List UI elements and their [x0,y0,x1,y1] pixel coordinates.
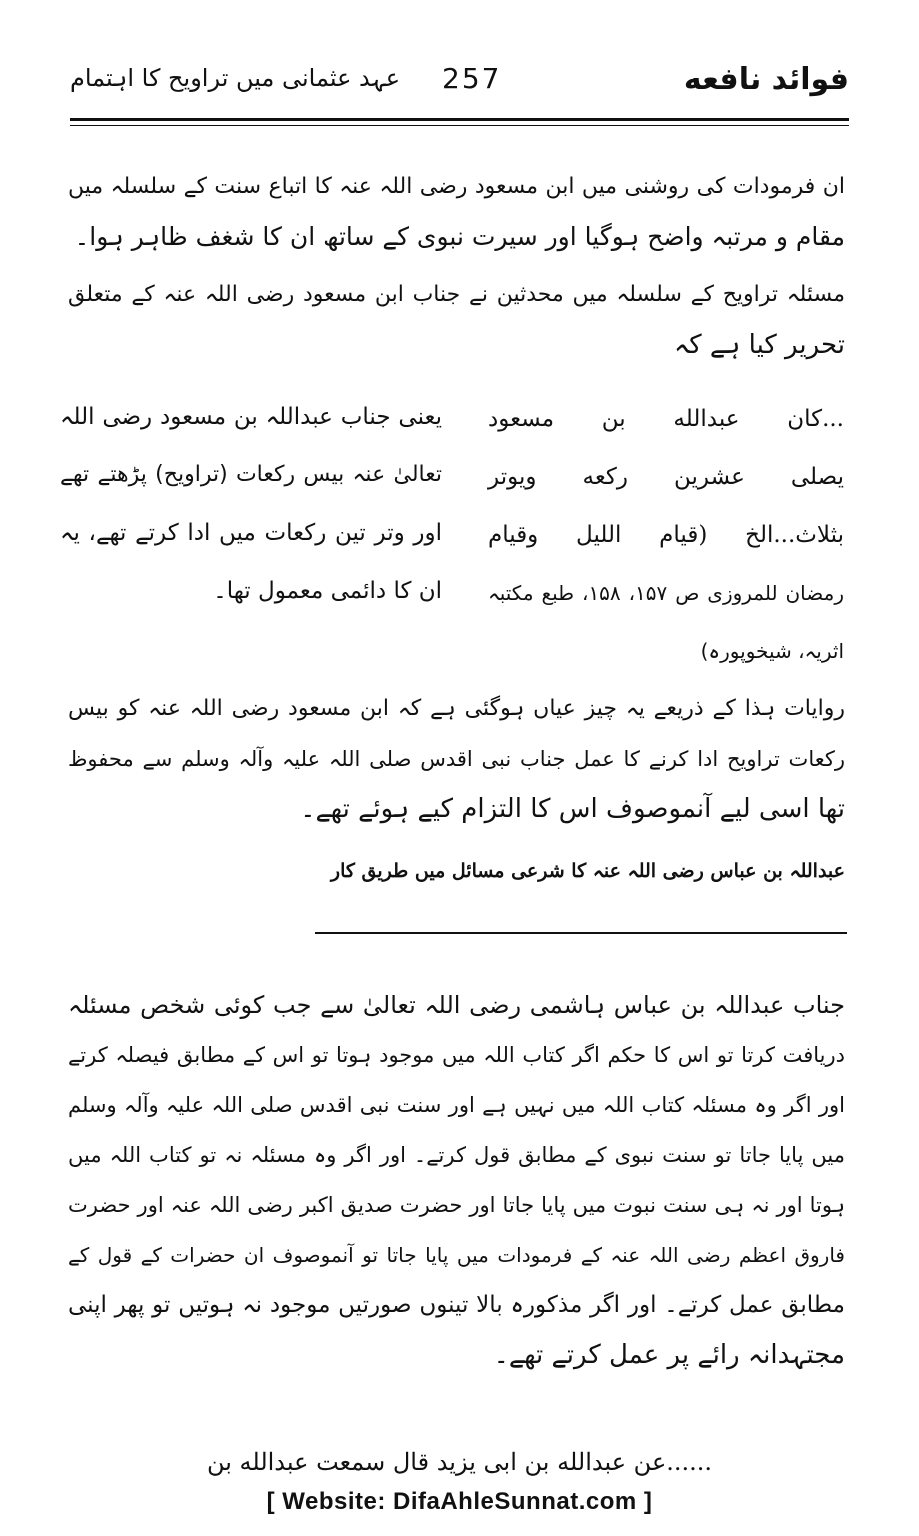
quote-line: ...کان عبدالله بن مسعود [488,406,844,432]
section-heading: عبداللہ بن عباس رضی اللہ عنہ کا شرعی مسائل میں طریق کار [330,860,845,882]
text-line: ان فرمودات کی روشنی میں ابن مسعود رضی اللہ عنہ کا اتباع سنت کے سلسلہ میں [68,174,845,199]
paragraph-2 [68,270,845,370]
text-line: تحریر کیا ہے کہ [674,330,845,360]
website-link[interactable]: [ Website: DifaAhleSunnat.com ] [266,1488,653,1515]
heading-underline [315,932,847,934]
quote-translation-column [60,388,442,620]
text-line: مقام و مرتبہ واضح ہوگیا اور سیرت نبوی کے ساتھ ان کا شغف ظاہر ہوا۔ [74,222,845,251]
book-title: فوائد نافعه [683,62,849,97]
translation-line: اور وتر تین رکعات میں ادا کرتے تھے، یہ [60,520,442,546]
translation-line: تعالیٰ عنہ بیس رکعات (تراویح) پڑھتے تھے [60,462,442,487]
translation-line: ان کا دائمی معمول تھا۔ [213,578,442,604]
paragraph-4 [68,980,845,1380]
text-line: فاروق اعظم رضی اللہ عنہ کے فرمودات میں پایا جاتا تو آنموصوف ان حضرات کے قول کے [68,1243,845,1267]
quote-line: یصلی عشرین رکعه ویوتر [488,464,844,490]
quote-line: اثریہ، شیخوپورہ) [700,639,844,663]
page-header [70,62,849,106]
text-line: مطابق عمل کرتے۔ اور اگر مذکورہ بالا تینوں صورتیں موجود نہ ہوتیں تو پھر اپنی [68,1292,845,1318]
paragraph-1 [68,162,845,262]
text-line: جناب عبداللہ بن عباس ہاشمی رضی اللہ تعالیٰ سے جب کوئی شخص مسئلہ [68,991,845,1019]
text-line: تھا اسی لیے آنموصوف اس کا التزام کیے ہوئے تھے۔ [300,794,845,824]
text-line: روایات ہذا کے ذریعے یہ چیز عیاں ہوگئی ہے کہ ابن مسعود رضی اللہ عنہ کو بیس [68,696,845,721]
text-line: مجتہدانہ رائے پر عمل کرتے تھے۔ [493,1340,845,1370]
header-rule-thick [70,118,849,121]
text-line: مسئلہ تراویح کے سلسلہ میں محدثین نے جناب ابن مسعود رضی اللہ عنہ کے متعلق [68,282,845,307]
text-line: میں پایا جاتا تو سنت نبوی کے مطابق قول کرتے۔ اور اگر وہ مسئلہ نہ تو کتاب اللہ میں [68,1143,845,1167]
paragraph-3 [68,684,845,834]
chapter-title: عہد عثمانی میں تراویح کا اہتمام [70,64,401,92]
text-line: ہوتا اور نہ ہی سنت نبوت میں پایا جاتا اور حضرت صدیق اکبر رضی اللہ عنہ اور حضرت [68,1193,845,1217]
quote-line: بثلاث...الخ (قیام اللیل وقیام [488,522,844,548]
header-rule-thin [70,125,849,126]
translation-line: یعنی جناب عبداللہ بن مسعود رضی اللہ [60,404,442,430]
text-line: دریافت کرتا تو اس کا حکم اگر کتاب اللہ میں موجود ہوتا تو اس کے مطابق فیصلہ کرتے [68,1043,845,1067]
page-number: 257 [442,62,502,95]
text-line: اور اگر وہ مسئلہ کتاب اللہ میں نہیں ہے اور سنت نبی اقدس صلی اللہ علیہ وآلہ وسلم [68,1093,845,1117]
footer-arabic-line: ......عن عبدالله بن ابی یزید قال سمعت عبدالله بن [206,1448,713,1476]
quote-arabic-column [488,390,844,680]
text-line: رکعات تراویح ادا کرنے کا عمل جناب نبی اقدس صلی اللہ علیہ وآلہ وسلم سے محفوظ [68,747,845,771]
quote-line: رمضان للمروزی ص ۱۵۷، ۱۵۸، طبع مکتبہ [488,581,844,605]
